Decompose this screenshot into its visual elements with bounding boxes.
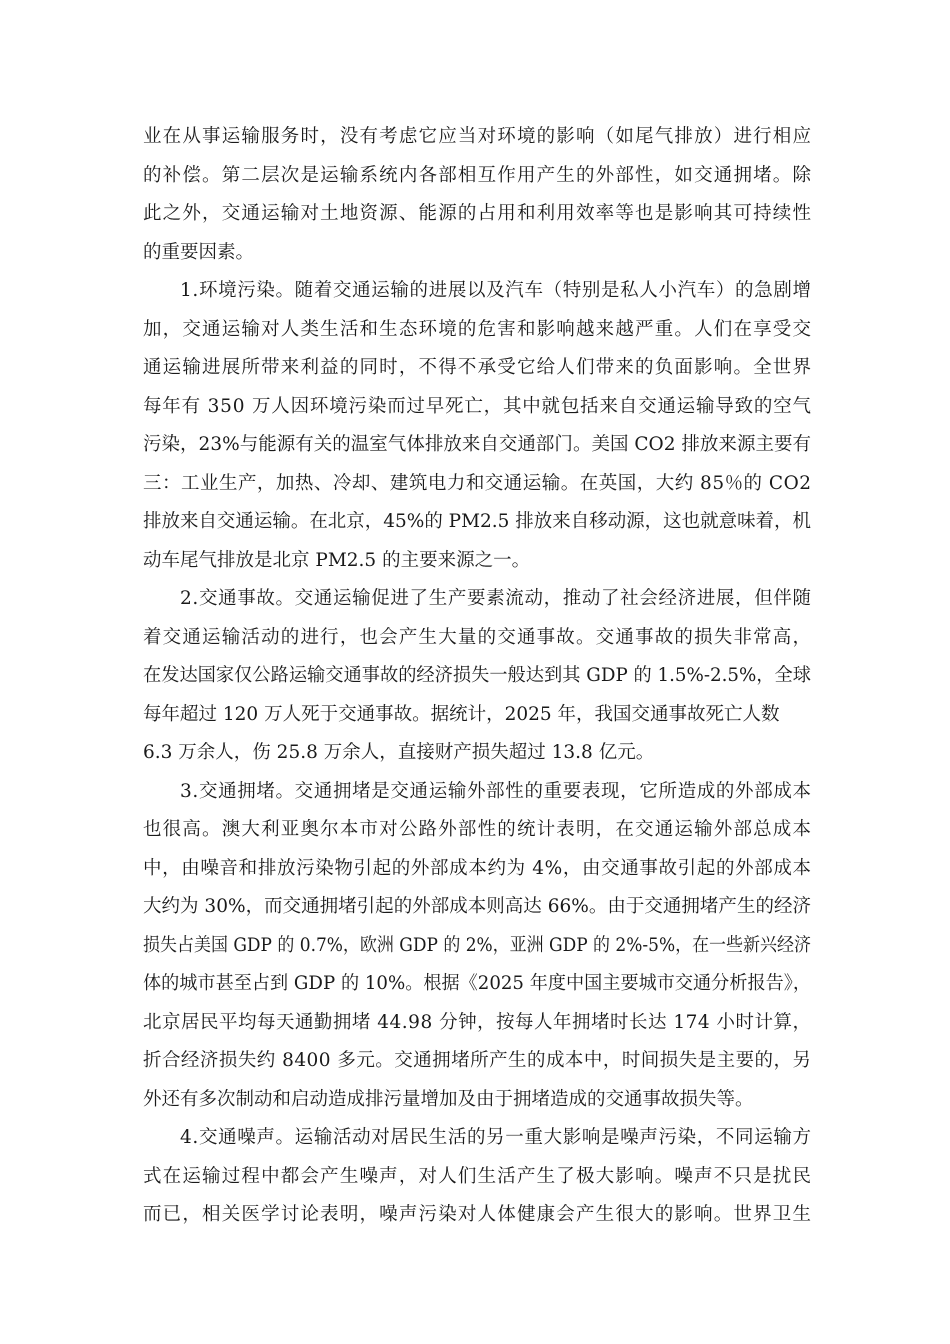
text-line: 损失占美国 GDP 的 0.7%，欧洲 GDP 的 2%，亚洲 GDP 的 2%-5%，在一些新兴经济	[143, 934, 811, 956]
text-line: 排放来自交通运输。在北京，45%的 PM2.5 排放来自移动源，这也就意味着，机	[143, 511, 811, 532]
text-line: 而已，相关医学讨论表明，噪声污染对人体健康会产生很大的影响。世界卫生	[143, 1204, 813, 1225]
text-line: 的补偿。第二层次是运输系统内各部相互作用产生的外部性，如交通拥堵。除	[143, 164, 813, 186]
text-line: 6.3 万余人，伤 25.8 万余人，直接财产损失超过 13.8 亿元。	[143, 742, 655, 763]
text-line: 此之外，交通运输对土地资源、能源的占用和利用效率等也是影响其可持续性	[143, 203, 813, 224]
text-line: 大约为 30%，而交通拥堵引起的外部成本则高达 66%。由于交通拥堵产生的经济	[143, 896, 811, 917]
text-line: 的重要因素。	[143, 241, 255, 263]
text-line: 也很高。澳大利亚奥尔本市对公路外部性的统计表明，在交通运输外部总成本	[143, 819, 813, 840]
text-line: 三：工业生产，加热、冷却、建筑电力和交通运输。在英国，大约 85％的 CO2	[143, 472, 812, 494]
body-text	[143, 118, 811, 1235]
text-line: 外还有多次制动和启动造成排污量增加及由于拥堵造成的交通事故损失等。	[143, 1088, 754, 1110]
text-line: 折合经济损失约 8400 多元。交通拥堵所产生的成本中，时间损失是主要的，另	[143, 1050, 812, 1071]
text-line: 业在从事运输服务时，没有考虑它应当对环境的影响（如尾气排放）进行相应	[143, 126, 813, 147]
text-line: 每年有 350 万人因环境污染而过早死亡，其中就包括来自交通运输导致的空气	[143, 395, 812, 417]
text-line: 2.交通事故。交通运输促进了生产要素流动，推动了社会经济进展，但伴随	[180, 588, 812, 609]
text-line: 中，由噪音和排放污染物引起的外部成本约为 4%，由交通事故引起的外部成本	[143, 857, 812, 879]
text-line: 在发达国家仅公路运输交通事故的经济损失一般达到其 GDP 的 1.5%-2.5%，全球	[143, 665, 811, 686]
text-line: 通运输进展所带来利益的同时，不得不承受它给人们带来的负面影响。全世界	[143, 357, 813, 378]
text-line: 着交通运输活动的进行，也会产生大量的交通事故。交通事故的损失非常高，	[143, 626, 813, 648]
text-line: 3.交通拥堵。交通拥堵是交通运输外部性的重要表现，它所造成的外部成本	[180, 780, 812, 802]
text-line: 1.环境污染。随着交通运输的进展以及汽车（特别是私人小汽车）的急剧增	[180, 280, 812, 301]
text-line: 每年超过 120 万人死于交通事故。据统计，2025 年，我国交通事故死亡人数	[143, 703, 780, 725]
text-line: 加，交通运输对人类生活和生态环境的危害和影响越来越严重。人们在享受交	[143, 318, 813, 340]
text-line: 污染，23%与能源有关的温室气体排放来自交通部门。美国 CO2 排放来源主要有	[143, 434, 812, 455]
text-line: 式在运输过程中都会产生噪声，对人们生活产生了极大影响。噪声不只是扰民	[143, 1165, 813, 1187]
text-line: 北京居民平均每天通勤拥堵 44.98 分钟，按每人年拥堵时长达 174 小时计算，	[143, 1011, 812, 1033]
text-line: 4.交通噪声。运输活动对居民生活的另一重大影响是噪声污染，不同运输方	[180, 1127, 812, 1148]
text-line: 体的城市甚至占到 GDP 的 10%。根据《2025 年度中国主要城市交通分析报告》，	[143, 973, 811, 994]
text-line: 动车尾气排放是北京 PM2.5 的主要来源之一。	[143, 549, 531, 571]
